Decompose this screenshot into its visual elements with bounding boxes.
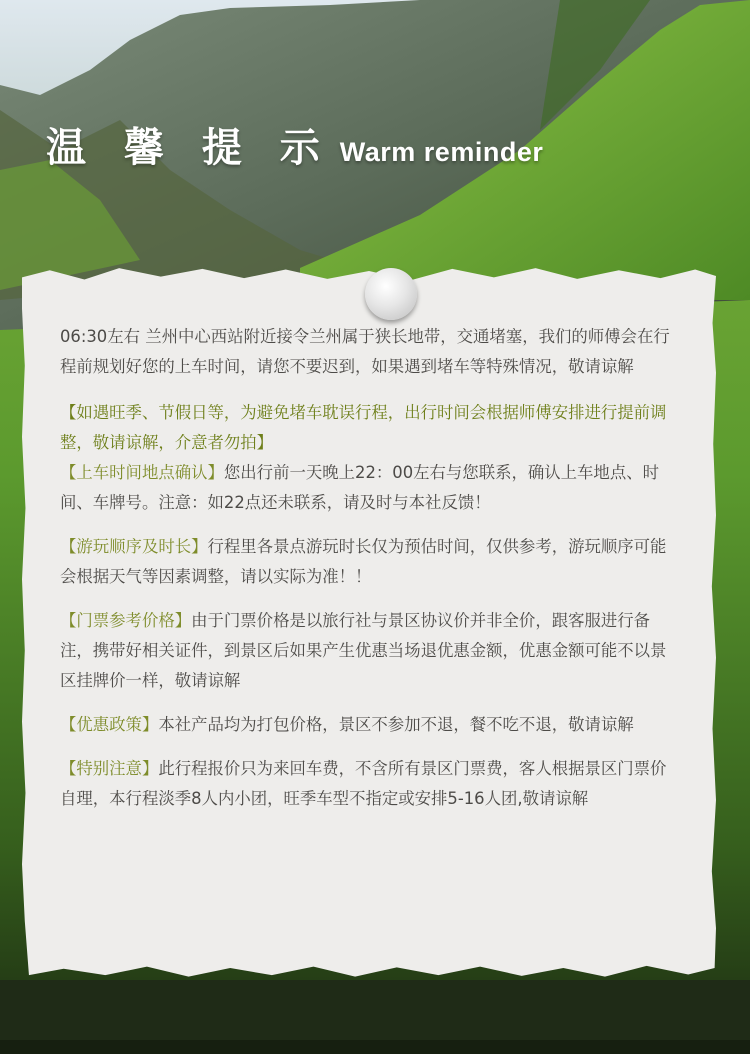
discount-policy-text: 本社产品均为打包价格，景区不参加不退，餐不吃不退，敬请谅解 bbox=[158, 715, 634, 734]
peak-season-alert: 【如遇旺季、节假日等，为避免堵车耽误行程，出行时间会根据师傅安排进行提前调整，敬请谅解，介意者勿拍】 bbox=[60, 403, 667, 452]
order-duration-text: 行程里各景点游玩时长仅为预估时间，仅供参考，游玩顺序可能会根据天气等因素调整，请以实际为准！！ bbox=[60, 537, 667, 586]
title-english: Warm reminder bbox=[339, 137, 544, 167]
ticket-price-text: 由于门票价格是以旅行社与景区协议价并非全价，跟客服进行备注，携带好相关证件，到景区后如果产生优惠当场退优惠金额，优惠金额可能不以景区挂牌价一样，敬请谅解 bbox=[60, 611, 667, 690]
ticket-price-tag: 【门票参考价格】 bbox=[60, 611, 192, 630]
special-note-tag: 【特别注意】 bbox=[60, 759, 159, 778]
discount-policy-tag: 【优惠政策】 bbox=[60, 715, 159, 734]
discount-policy-paragraph bbox=[60, 710, 680, 740]
reminder-content bbox=[60, 322, 680, 814]
pin-icon bbox=[365, 268, 417, 320]
page-title bbox=[46, 116, 543, 173]
order-duration-paragraph bbox=[60, 532, 680, 592]
special-note-paragraph bbox=[60, 754, 680, 814]
order-duration-tag: 【游玩顺序及时长】 bbox=[60, 537, 208, 556]
pickup-confirm-paragraph bbox=[60, 458, 680, 518]
pickup-confirm-text: 您出行前一天晚上22：00左右与您联系，确认上车地点、时间、车牌号。注意：如22点还未联系，请及时与本社反馈！ bbox=[60, 463, 659, 512]
pickup-confirm-tag: 【上车时间地点确认】 bbox=[60, 463, 224, 482]
ticket-price-paragraph bbox=[60, 606, 680, 696]
title-chinese: 温 馨 提 示 bbox=[46, 125, 332, 171]
special-note-text: 此行程报价只为来回车费，不含所有景区门票费，客人根据景区门票价自理，本行程淡季8人内小团，旺季车型不指定或安排5-16人团,敬请谅解 bbox=[60, 759, 667, 808]
intro-paragraph: 06:30左右 兰州中心西站附近接令兰州属于狭长地带，交通堵塞，我们的师傅会在行程前规划好您的上车时间，请您不要迟到，如果遇到堵车等特殊情况，敬请谅解 bbox=[60, 327, 670, 376]
